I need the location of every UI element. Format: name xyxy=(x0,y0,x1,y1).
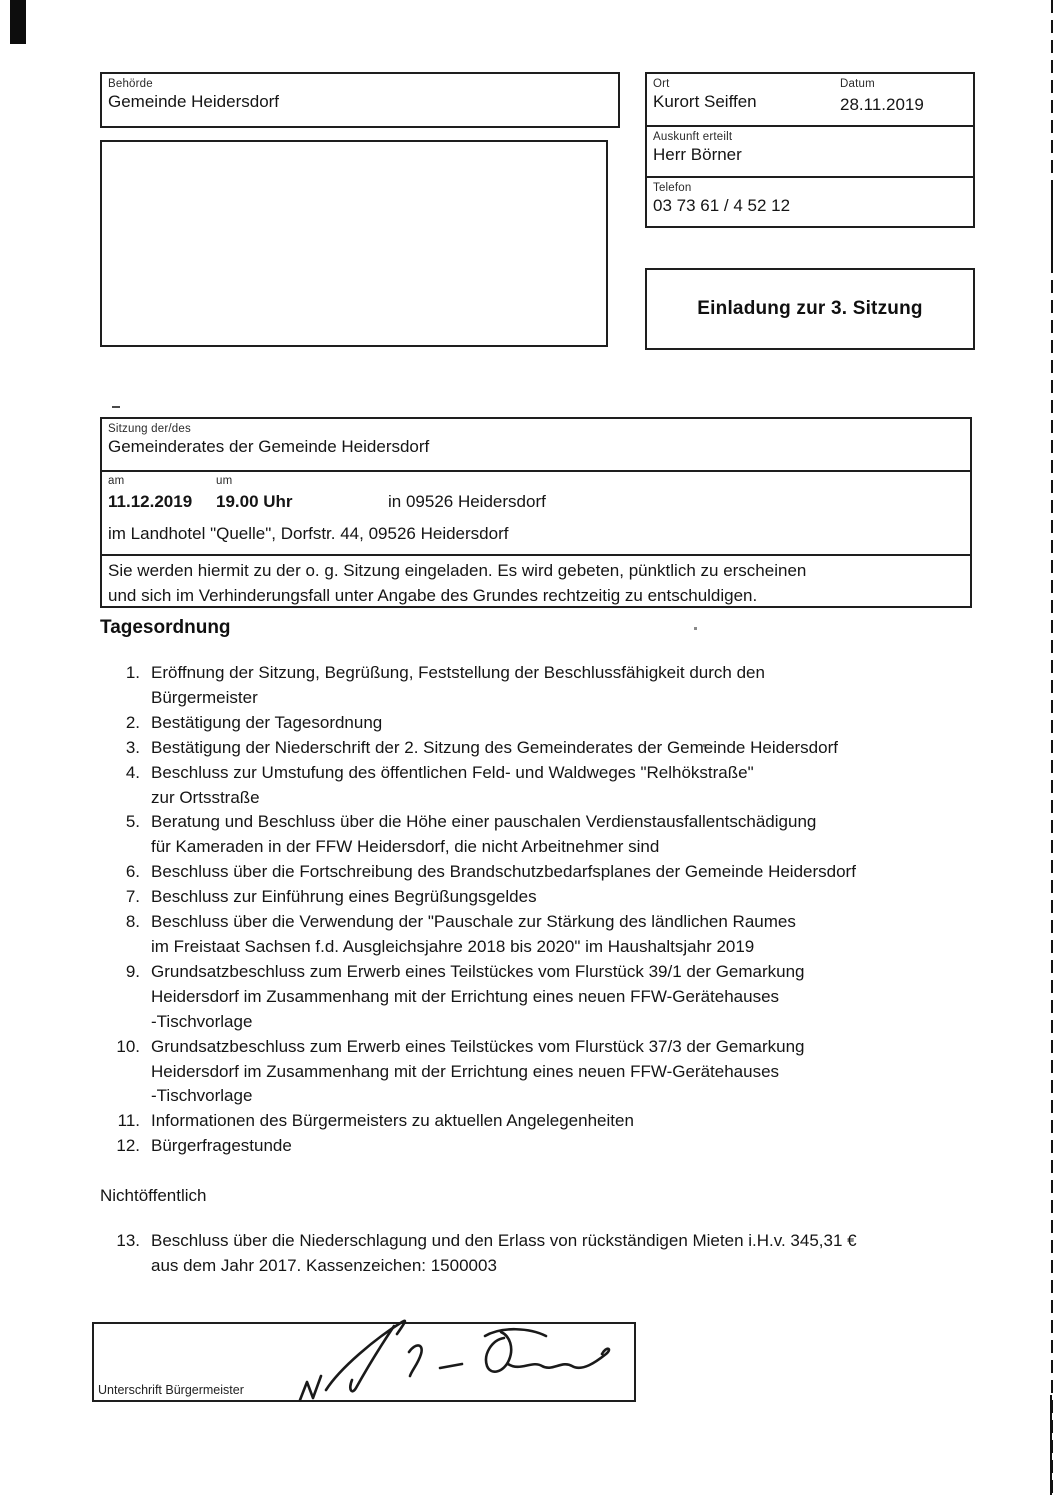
agenda-title: Tagesordnung xyxy=(100,617,231,638)
info-contact-row xyxy=(647,125,973,176)
meeting-details-box xyxy=(100,417,972,608)
scan-artifact-edge-segment xyxy=(1050,1395,1052,1495)
agenda-item xyxy=(100,1035,1000,1110)
agenda-item-number: 1. xyxy=(125,663,140,682)
agenda-item xyxy=(100,960,1000,1035)
scan-artifact-edge-segment xyxy=(1051,190,1053,265)
agenda-item xyxy=(100,885,1000,910)
info-contact-label: Auskunft erteilt xyxy=(653,131,733,143)
agenda-item-number: 2. xyxy=(125,712,140,732)
contact-info-box xyxy=(645,72,975,228)
agenda-item-number: 11. xyxy=(117,1111,140,1131)
scan-artifact-corner-bar xyxy=(10,0,26,44)
meeting-body-value: Gemeinderates der Gemeinde Heidersdorf xyxy=(108,437,430,456)
agenda-item-text: Informationen des Bürgermeisters zu aktuellen Angelegenheiten xyxy=(151,1111,634,1131)
agenda-item-number: 8. xyxy=(125,912,140,932)
meeting-datetime-section xyxy=(102,470,970,554)
agenda-item-text: Eröffnung der Sitzung, Begrüßung, Feststellung der Beschlussfähigkeit durch den Bürgermeister xyxy=(151,663,765,707)
agenda-item xyxy=(100,661,1000,711)
agenda-item-number: 3. xyxy=(125,737,140,757)
info-contact-value: Herr Börner xyxy=(653,145,742,164)
meeting-body-label: Sitzung der/des xyxy=(108,423,191,435)
agenda-item-text: Beschluss über die Verwendung der "Pauschale zur Stärkung des ländlichen Raumes im Freistaat Sachsen f.d. Ausgleichsjahre 2018 bis 2020" im Haushaltsjahr 2019 xyxy=(151,912,796,956)
meeting-date: 11.12.2019 xyxy=(108,492,193,511)
agenda-item-text: Beschluss über die Niederschlagung und den Erlass von rückständigen Mieten i.H.v. 345,31 € aus dem Jahr 2017. Kassenzeichen: 1500003 xyxy=(151,1231,857,1275)
agenda-item-number: 12. xyxy=(116,1136,140,1156)
meeting-note-line1: Sie werden hiermit zu der o. g. Sitzung eingeladen. Es wird gebeten, pünktlich zu erscheinen xyxy=(108,561,807,580)
authority-box xyxy=(100,72,620,128)
phone-label: Telefon xyxy=(653,182,692,194)
place-date-row xyxy=(647,74,973,125)
agenda-item-text: Beschluss zur Einführung eines Begrüßungsgeldes xyxy=(151,887,537,907)
date-value: 28.11.2019 xyxy=(840,95,924,114)
authority-label: Behörde xyxy=(108,78,153,90)
phone-row xyxy=(647,176,973,222)
scan-artifact-speck xyxy=(694,627,697,630)
agenda-item-number: 13. xyxy=(116,1231,140,1250)
time-at-label: um xyxy=(216,475,233,487)
agenda-item-text: Bürgerfragestunde xyxy=(151,1136,292,1156)
agenda-item-number: 5. xyxy=(125,812,140,832)
nonpublic-agenda-list xyxy=(100,1229,1020,1279)
agenda-item-text: Beratung und Beschluss über die Höhe einer pauschalen Verdienstausfallentschädigung für Kameraden in der FFW Heidersdorf, die nicht Arbeitnehmer sind xyxy=(151,812,817,857)
phone-value: 03 73 61 / 4 52 12 xyxy=(653,196,791,215)
agenda-item-text: Bestätigung der Tagesordnung xyxy=(151,712,383,732)
agenda-item-text: Beschluss zur Umstufung des öffentlichen Feld- und Waldweges "Relhökstraße" zur Ortsstraße xyxy=(151,762,754,807)
agenda-item-text: Grundsatzbeschluss zum Erwerb eines Teilstückes vom Flurstück 39/1 der Gemarkung Heidersdorf im Zusammenhang mit der Errichtung eines neuen FFW-Gerätehauses -Tischvorlage xyxy=(151,961,805,1031)
meeting-body-section xyxy=(102,419,970,470)
agenda-item xyxy=(100,810,1000,860)
agenda-item-number: 7. xyxy=(125,887,140,907)
agenda-item-number: 10. xyxy=(116,1036,140,1056)
invitation-title: Einladung zur 3. Sitzung xyxy=(697,298,923,319)
signature-box xyxy=(92,1322,636,1402)
address-window-box xyxy=(100,140,608,347)
agenda-item xyxy=(100,860,1000,885)
mayor-signature-image xyxy=(204,1312,624,1408)
agenda-item-number: 4. xyxy=(125,762,140,782)
date-at-label: am xyxy=(108,475,125,487)
scan-artifact-speck xyxy=(112,406,120,408)
agenda-item-number: 9. xyxy=(125,961,140,981)
place-label: Ort xyxy=(653,78,670,90)
agenda-item xyxy=(100,711,1000,736)
authority-value: Gemeinde Heidersdorf xyxy=(108,92,280,111)
agenda-item-text: Bestätigung der Niederschrift der 2. Sitzung des Gemeinderates der Gemeinde Heidersdorf xyxy=(151,737,838,757)
agenda-item xyxy=(100,736,1000,761)
meeting-venue: im Landhotel "Quelle", Dorfstr. 44, 09526 Heidersdorf xyxy=(108,524,509,543)
place-value: Kurort Seiffen xyxy=(653,92,757,111)
signature-label: Unterschrift Bürgermeister xyxy=(98,1383,244,1397)
agenda-item-text: Grundsatzbeschluss zum Erwerb eines Teilstückes vom Flurstück 37/3 der Gemarkung Heidersdorf im Zusammenhang mit der Errichtung eines neuen FFW-Gerätehauses -Tischvorlage xyxy=(151,1036,805,1106)
agenda-item xyxy=(100,761,1000,811)
meeting-note-line2: und sich im Verhinderungsfall unter Angabe des Grundes rechtzeitig zu entschuldigen. xyxy=(108,585,758,605)
meeting-time: 19.00 Uhr xyxy=(216,492,293,511)
agenda-item xyxy=(100,1229,1020,1279)
meeting-place: in 09526 Heidersdorf xyxy=(388,492,546,511)
agenda-item xyxy=(100,1134,1000,1159)
agenda-list xyxy=(100,661,1000,1159)
agenda-item-number: 6. xyxy=(125,862,140,882)
meeting-note-section xyxy=(102,554,970,606)
date-label: Datum xyxy=(840,78,875,90)
invitation-title-box xyxy=(645,268,975,350)
nonpublic-heading: Nichtöffentlich xyxy=(100,1186,207,1205)
agenda-item-text: Beschluss über die Fortschreibung des Brandschutzbedarfsplanes der Gemeinde Heidersdorf xyxy=(151,862,856,882)
agenda-item xyxy=(100,1109,1000,1134)
agenda-item xyxy=(100,910,1000,960)
